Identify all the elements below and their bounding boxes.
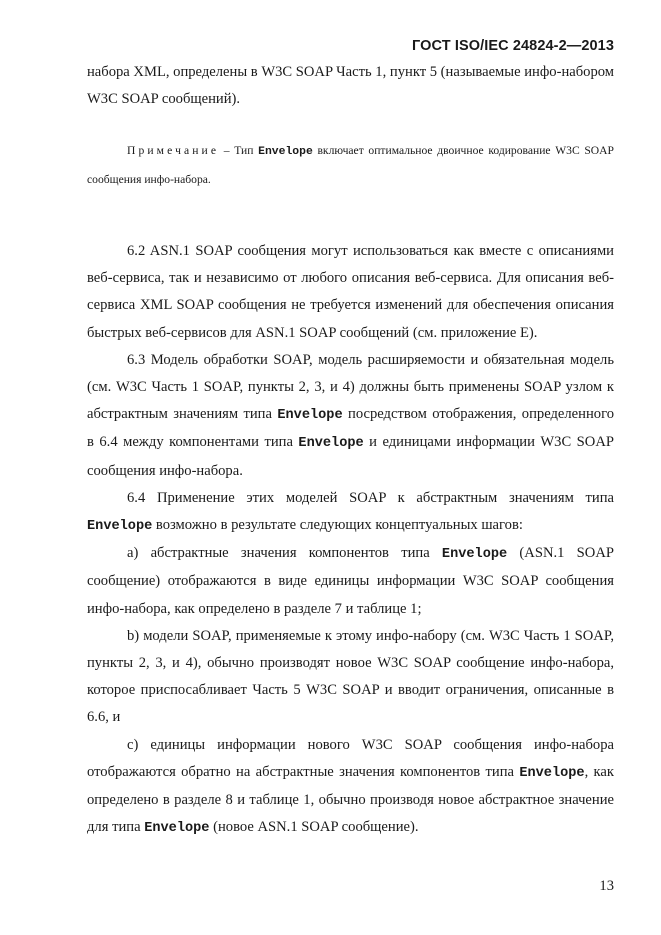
document-header: ГОСТ ISO/IEC 24824-2—2013 [412,38,614,54]
note-label: Примечание [127,144,220,157]
note-paragraph [87,137,614,193]
paragraph-6-2: 6.2 ASN.1 SOAP сообщения могут использоваться как вместе с описаниями веб-сервиса, так и независимо от любого описания веб-сервиса. Для описания веб-сервиса XML SOAP сообщения не требуется изменений для обеспечения описания быстрых веб-сервисов для ASN.1 SOAP сообщений (см. приложение E). [87,243,614,341]
note-rest: включает оптимальное двоичное кодирование W3C SOAP сообщения инфо-набора. [87,144,614,186]
note-code: Envelope [258,146,313,158]
p63-text-1: 6.3 Модель обработки SOAP, модель расширяемости и обязательная модель (см. W3C Часть 1 SOAP, пункты 2, 3, и 4) должны быть применены SOAP узлом к абстрактным значениям типа [87,351,614,423]
pc-text-2: , как определено в разделе 8 и таблице 1, обычно производя новое абстрактное значение для типа [87,763,614,836]
pc-code-1: Envelope [519,765,585,781]
p64-text-1: 6.4 Применение этих моделей SOAP к абстрактным значениям типа [127,489,614,506]
paragraph-continuation: набора XML, определены в W3C SOAP Часть 1, пункт 5 (называемые инфо-набором W3C SOAP сообщений). [87,64,615,108]
note-dash: – Тип [219,144,259,157]
p64-code-1: Envelope [87,519,153,535]
paragraph-6-4 [87,485,614,540]
pc-text-1: c) единицы информации нового W3C SOAP сообщения инфо-набора отображаются обратно на абстрактные значения компонентов типа [87,736,614,780]
pc-code-2: Envelope [144,821,210,837]
pa-text-1: a) абстрактные значения компонентов типа [127,545,442,562]
text-block-top [87,59,614,113]
p63-code-1: Envelope [277,408,343,424]
p63-text-3: и единицами информации W3C SOAP сообщения инфо-набора. [87,434,614,479]
paragraph-a [87,540,614,623]
p63-code-2: Envelope [298,436,364,452]
pa-text-2: (ASN.1 SOAP сообщение) отображаются в виде единицы информации W3C SOAP сообщения инфо-набора, как определено в разделе 7 и таблице 1; [87,545,614,617]
pc-text-3: (новое ASN.1 SOAP сообщение). [209,819,419,836]
p63-text-2: посредством отображения, определенного в 6.4 между компонентами типа [87,406,614,451]
pa-code-1: Envelope [441,547,508,563]
paragraph-b: b) модели SOAP, применяемые к этому инфо-набору (см. W3C Часть 1 SOAP, пункты 2, 3, и 4), обычно производят новое W3C SOAP сообщение инфо-набора, которое приспосабливает Часть 5 W3C SOAP и вводит ограничения, описанные в 6.6, и [87,627,614,726]
p64-text-2: возможно в результате следующих концептуальных шагов: [152,517,523,534]
text-block-main [87,238,614,842]
paragraph-c [87,732,614,843]
paragraph-6-3 [87,347,614,485]
page-number: 13 [599,878,614,894]
